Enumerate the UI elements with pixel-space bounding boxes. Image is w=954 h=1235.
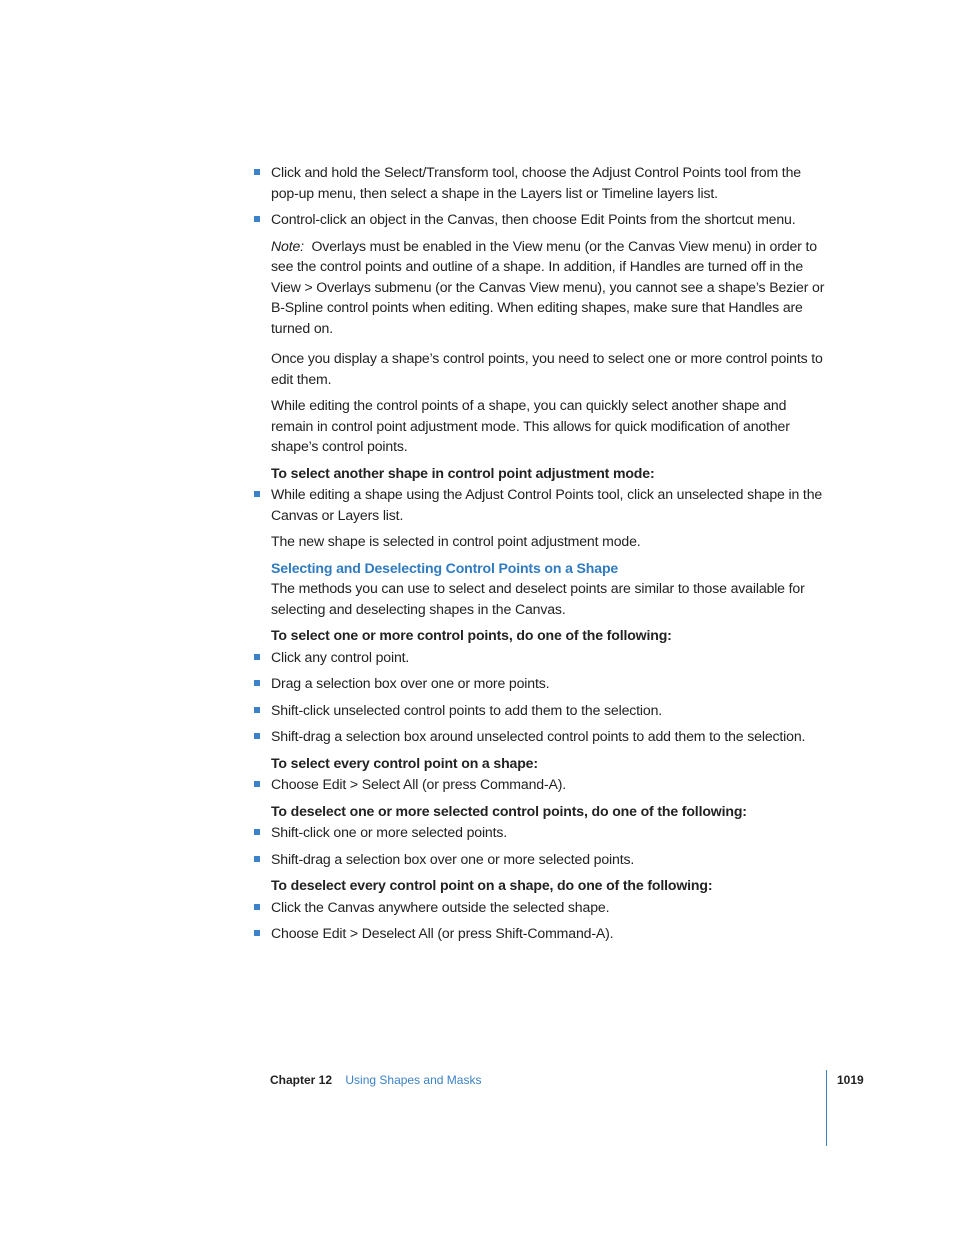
task-heading-select-all: To select every control point on a shape: xyxy=(271,754,538,771)
list-item xyxy=(271,162,826,203)
page-number: 1019 xyxy=(837,1073,864,1087)
paragraph-once: Once you display a shape’s control points, you need to select one or more control points to edit them. xyxy=(271,350,823,387)
list-item xyxy=(271,647,826,668)
footer-divider xyxy=(826,1070,827,1146)
bullet-square-icon xyxy=(254,829,260,835)
list-item-text: Shift-drag a selection box around unselected control points to add them to the selection. xyxy=(271,728,806,744)
list-item-text: Choose Edit > Select All (or press Command-A). xyxy=(271,776,567,792)
bullet-square-icon xyxy=(254,680,260,686)
note-label: Note: xyxy=(271,237,304,254)
bullet-square-icon xyxy=(254,904,260,910)
footer-chapter: Chapter 12 xyxy=(270,1073,333,1087)
task-heading-another-shape: To select another shape in control point adjustment mode: xyxy=(271,464,655,481)
document-body xyxy=(271,162,826,950)
note-text: Overlays must be enabled in the View menu (or the Canvas View menu) in order to see the control points and outline of a shape. In addition, if Handles are turned off in the View > Overlays submenu (or the Canvas View menu), you cannot see a shape’s Bezier or B-Spline control points when editing. When editing shapes, make sure that Handles are turned on. xyxy=(271,237,825,336)
section-title: Selecting and Deselecting Control Points on a Shape xyxy=(271,559,619,576)
list-item-text: Shift-click one or more selected points. xyxy=(271,824,508,840)
list-item-text: Click any control point. xyxy=(271,648,410,665)
task-heading-deselect-points: To deselect one or more selected control points, do one of the following: xyxy=(271,802,747,819)
bullet-square-icon xyxy=(254,654,260,660)
list-item xyxy=(271,673,826,694)
task-result: The new shape is selected in control point adjustment mode. xyxy=(271,533,641,549)
list-item xyxy=(271,822,826,843)
list-item-text: While editing a shape using the Adjust Control Points tool, click an unselected shape in the Canvas or Layers list. xyxy=(271,486,823,523)
bullet-square-icon xyxy=(254,491,260,497)
footer-chapter-title-link[interactable]: Using Shapes and Masks xyxy=(345,1073,482,1087)
list-item xyxy=(271,923,826,944)
task-heading-select-points: To select one or more control points, do one of the following: xyxy=(271,627,672,643)
list-item xyxy=(271,849,826,870)
list-item xyxy=(271,209,826,230)
bullet-square-icon xyxy=(254,930,260,936)
list-item-text: Shift-drag a selection box over one or more selected points. xyxy=(271,850,635,867)
list-item xyxy=(271,774,826,795)
list-item-text: Choose Edit > Deselect All (or press Shift-Command-A). xyxy=(271,925,614,941)
task-heading-deselect-all: To deselect every control point on a shape, do one of the following: xyxy=(271,877,713,893)
bullet-square-icon xyxy=(254,733,260,739)
section-intro: The methods you can use to select and deselect points are similar to those available for selecting and deselecting shapes in the Canvas. xyxy=(271,580,805,617)
list-item xyxy=(271,726,826,747)
bullet-square-icon xyxy=(254,707,260,713)
paragraph-while: While editing the control points of a shape, you can quickly select another shape and remain in control point adjustment mode. This allows for quick modification of another shape’s control points. xyxy=(271,397,790,454)
list-item-text: Control-click an object in the Canvas, then choose Edit Points from the shortcut menu. xyxy=(271,211,796,227)
page-footer xyxy=(270,1071,481,1089)
note-paragraph xyxy=(271,236,826,339)
list-item xyxy=(271,897,826,918)
bullet-square-icon xyxy=(254,216,260,222)
list-item-text: Click the Canvas anywhere outside the selected shape. xyxy=(271,898,610,915)
list-item xyxy=(271,484,826,525)
list-item-text: Click and hold the Select/Transform tool, choose the Adjust Control Points tool from the pop-up menu, then select a shape in the Layers list or Timeline layers list. xyxy=(271,164,801,201)
list-item-text: Shift-click unselected control points to add them to the selection. xyxy=(271,701,663,718)
bullet-square-icon xyxy=(254,781,260,787)
bullet-square-icon xyxy=(254,169,260,175)
list-item-text: Drag a selection box over one or more points. xyxy=(271,675,550,691)
bullet-square-icon xyxy=(254,856,260,862)
list-item xyxy=(271,700,826,721)
